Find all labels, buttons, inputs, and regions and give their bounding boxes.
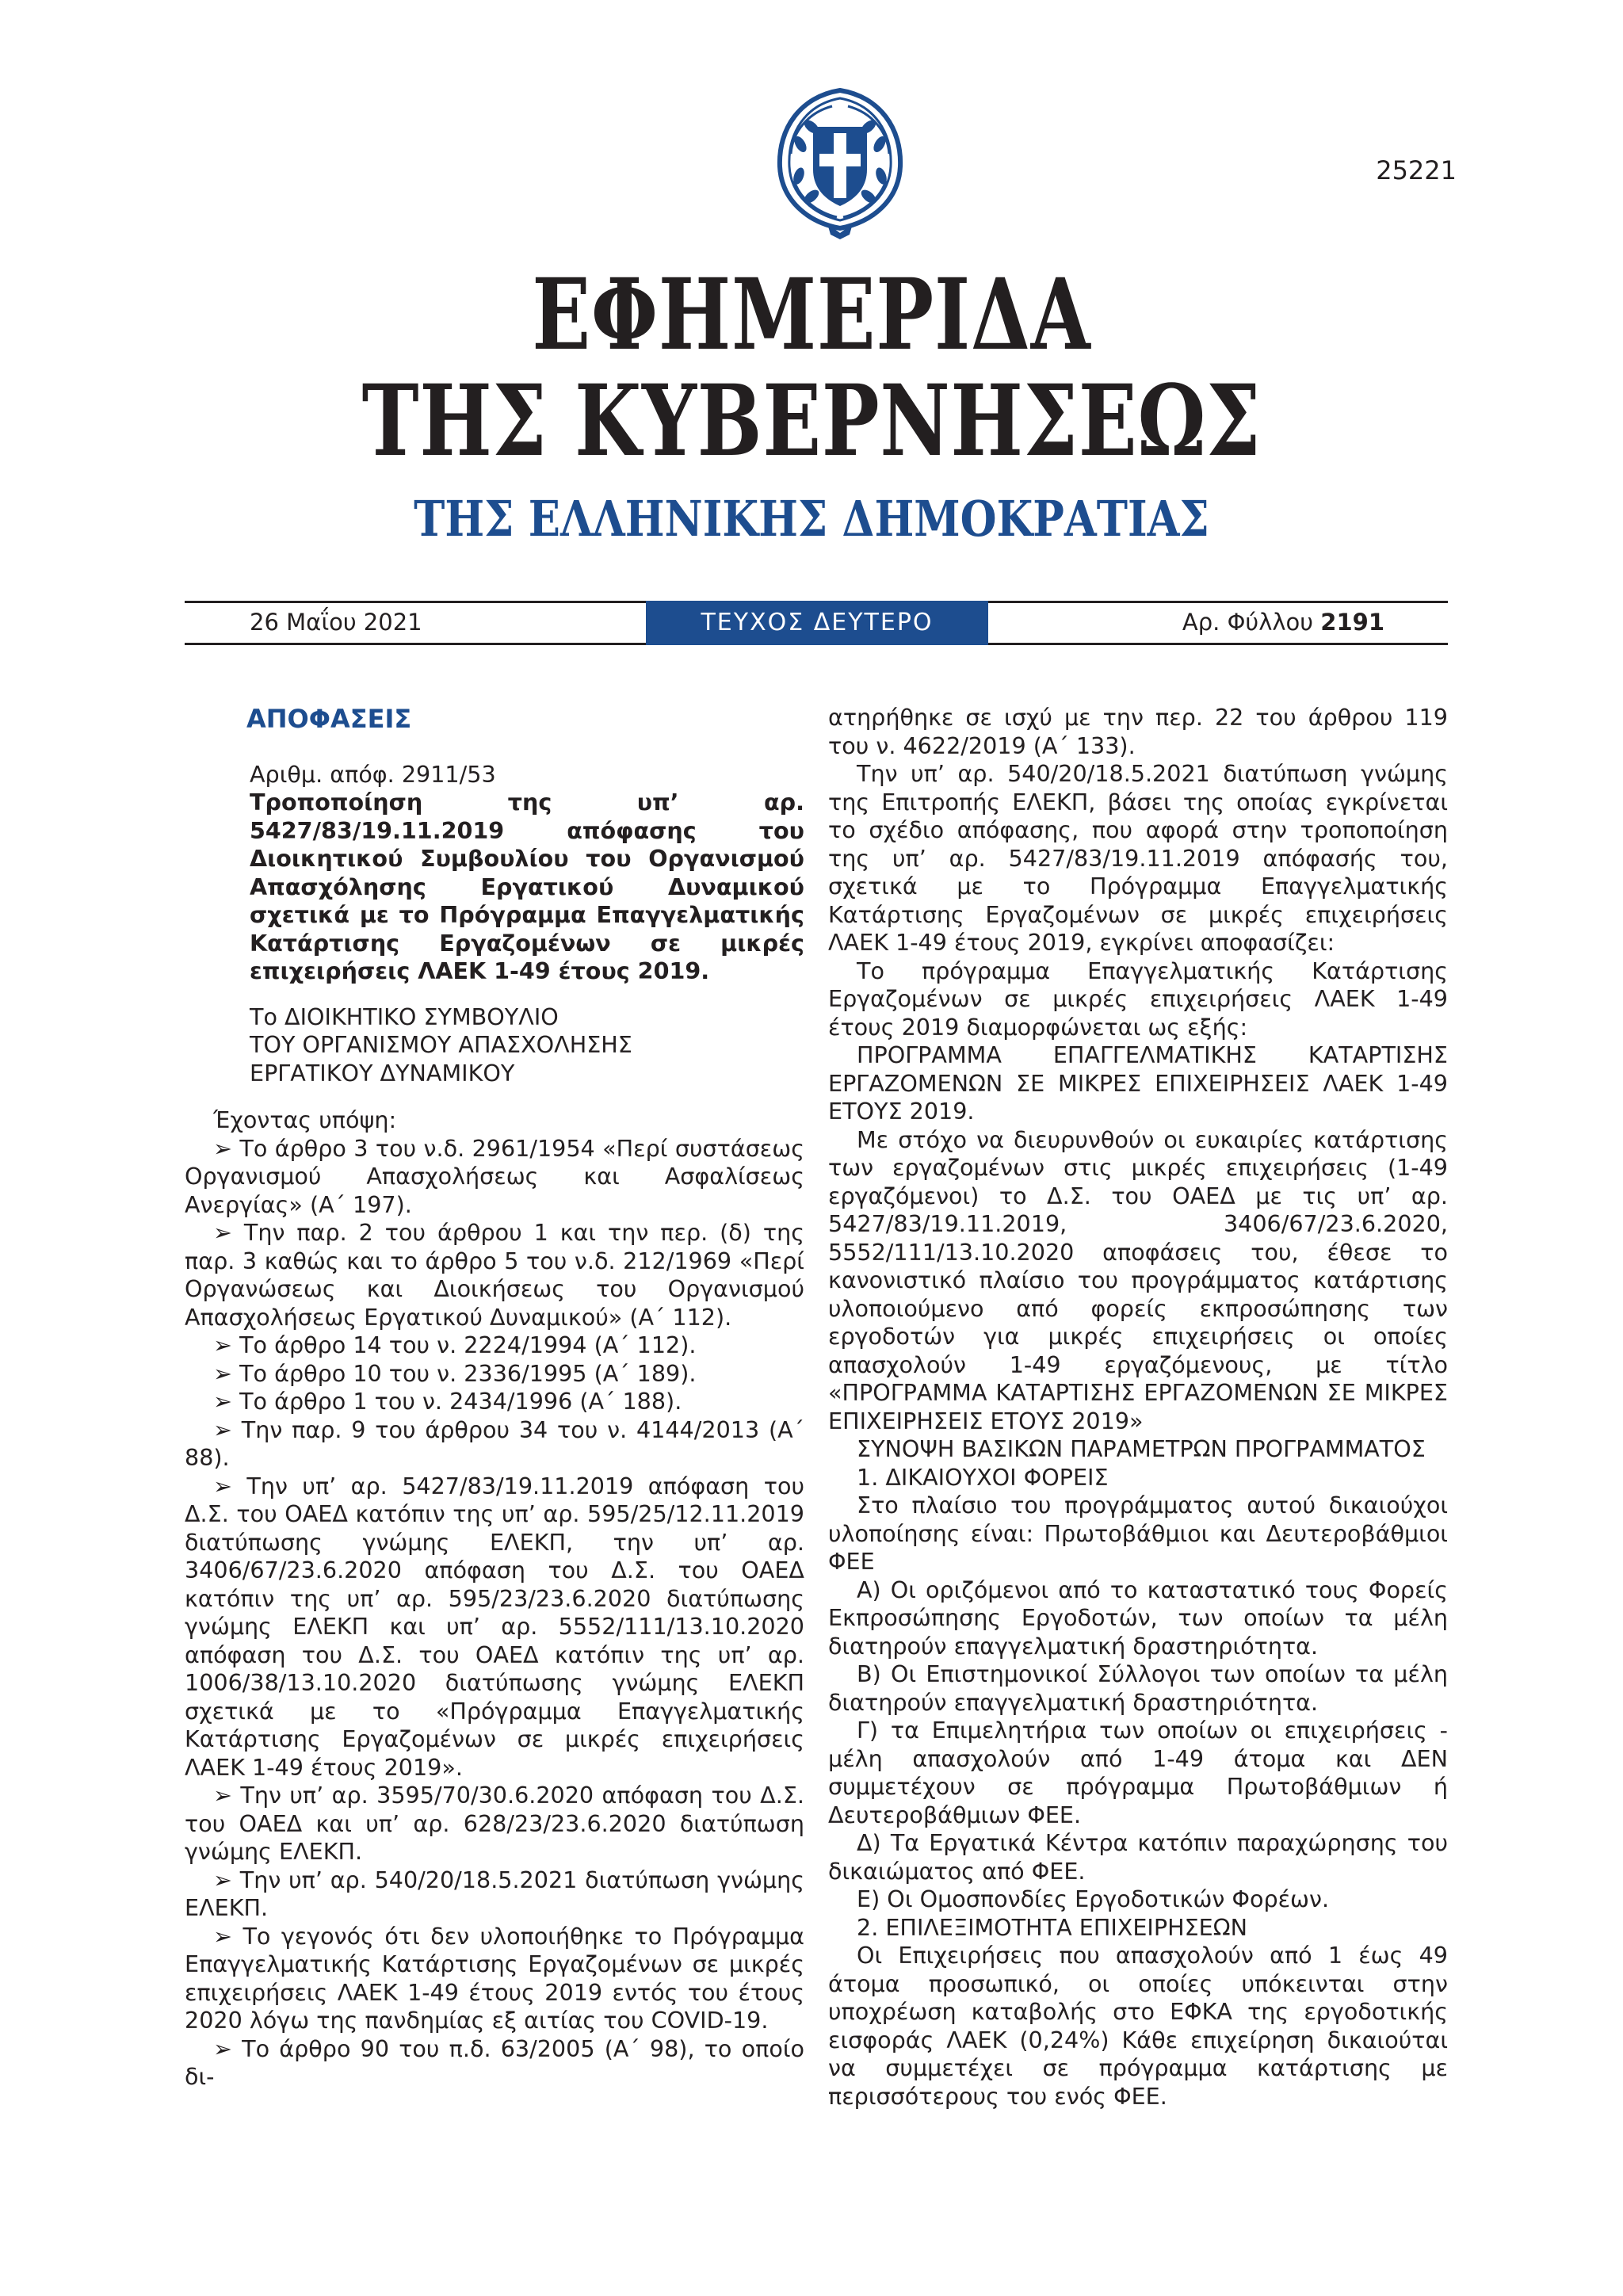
issue-sheet-number bbox=[1182, 609, 1384, 636]
body-paragraph: Β) Οι Επιστημονικοί Σύλλογοι των οποίων τα μέλη διατηρούν επαγγελματική δραστηριότητα. bbox=[828, 1660, 1448, 1716]
council-line2: ΤΟΥ ΟΡΓΑΝΙΣΜΟΥ ΑΠΑΣΧΟΛΗΣΗΣ bbox=[250, 1031, 632, 1058]
section-heading: ΑΠΟΦΑΣΕΙΣ bbox=[246, 704, 412, 734]
legal-basis-item: ➢ Το άρθρο 1 του ν. 2434/1996 (Α΄ 188). bbox=[185, 1388, 804, 1416]
legal-basis-item: ➢ Την υπ’ αρ. 5427/83/19.11.2019 απόφαση του Δ.Σ. του ΟΑΕΔ κατόπιν της υπ’ αρ. 595/25/12.11.2019 διατύπωσης γνώμης ΕΛΕΚΠ, την υπ’ αρ. 3406/67/23.6.2020 απόφαση του Δ.Σ. του ΟΑΕΔ κατόπιν της υπ’ αρ. 595/23/23.6.2020 διατύπωσης γνώμης ΕΛΕΚΠ και υπ’ αρ. 5552/111/13.10.2020 απόφαση του Δ.Σ. του ΟΑΕΔ κατόπιν της υπ’ αρ. 1006/38/13.10.2020 διατύπωσης γνώμης ΕΛΕΚΠ σχετικά με το «Πρόγραμμα Επαγγελματικής Κατάρτισης Εργαζομένων σε μικρές επιχειρήσεις ΛΑΕΚ 1-49 έτους 2019». bbox=[185, 1473, 804, 1782]
legal-basis-item: ➢ Την υπ’ αρ. 3595/70/30.6.2020 απόφαση του Δ.Σ. του ΟΑΕΔ και υπ’ αρ. 628/23/23.6.2020 διατύπωση γνώμης ΕΛΕΚΠ. bbox=[185, 1782, 804, 1866]
coat-of-arms-icon bbox=[745, 65, 935, 255]
body-paragraph: Γ) τα Επιμελητήρια των οποίων οι επιχειρήσεις - μέλη απασχολούν από 1-49 άτομα και ΔΕΝ συμμετέχουν σε πρόγραμμα Πρωτοβάθμιων ή Δευτεροβάθμιων ΦΕΕ. bbox=[828, 1717, 1448, 1828]
council-line1: Το ΔΙΟΙΚΗΤΙΚΟ ΣΥΜΒΟΥΛΙΟ bbox=[250, 1003, 559, 1030]
issue-date: 26 Μαΐου 2021 bbox=[250, 609, 422, 636]
sheet-label: Αρ. Φύλλου bbox=[1182, 609, 1314, 636]
having-regard: Έχοντας υπόψη: bbox=[213, 1106, 397, 1133]
subheading: 1. ΔΙΚΑΙΟΥΧΟΙ ΦΟΡΕΙΣ bbox=[857, 1463, 1109, 1491]
body-paragraph: Το πρόγραμμα Επαγγελματικής Κατάρτισης Εργαζομένων σε μικρές επιχειρήσεις ΛΑΕΚ 1-49 έτους 2019 διαμορφώνεται ως εξής: bbox=[828, 957, 1448, 1041]
legal-basis-item: ➢ Το άρθρο 3 του ν.δ. 2961/1954 «Περί συστάσεως Οργανισμού Απασχολήσεως και Ασφαλίσεως Ανεργίας» (Α΄ 197). bbox=[185, 1135, 804, 1220]
decision-title: Τροποποίηση της υπ’ αρ. 5427/83/19.11.2019 απόφασης του Διοικητικού Συμβουλίου του Οργανισμού Απασχόλησης Εργατικού Δυναμικού σχετικά με το Πρόγραμμα Επαγγελματικής Κατάρτισης Εργαζομένων σε μικρές επιχειρήσεις ΛΑΕΚ 1-49 έτους 2019. bbox=[250, 789, 804, 984]
issue-series-badge: ΤΕΥΧΟΣ ΔΕΥΤΕΡΟ bbox=[646, 601, 988, 645]
body-paragraph: Α) Οι οριζόμενοι από το καταστατικό τους Φορείς Εκπροσώπησης Εργοδοτών, των οποίων τα μέλη διατηρούν επαγγελματική δραστηριότητα. bbox=[828, 1576, 1448, 1660]
legal-basis-item: ➢ Το άρθρο 10 του ν. 2336/1995 (Α΄ 189). bbox=[185, 1360, 804, 1389]
body-paragraph: Την υπ’ αρ. 540/20/18.5.2021 διατύπωση γνώμης της Επιτροπής ΕΛΕΚΠ, βάσει της οποίας εγκρίνεται το σχέδιο απόφασης, που αφορά στην τροποποίηση της υπ’ αρ. 5427/83/19.11.2019 απόφασής του, σχετικά με το Πρόγραμμα Επαγγελματικής Κατάρτισης Εργαζομένων σε μικρές επιχειρήσεις ΛΑΕΚ 1-49 έτους 2019, εγκρίνει αποφασίζει: bbox=[828, 760, 1448, 956]
page-number: 25221 bbox=[1376, 155, 1457, 185]
continuation-paragraph: ατηρήθηκε σε ισχύ με την περ. 22 του άρθρου 119 του ν. 4622/2019 (Α΄ 133). bbox=[828, 704, 1448, 759]
legal-basis-item: ➢ Το άρθρο 90 του π.δ. 63/2005 (Α΄ 98), το οποίο δι- bbox=[185, 2035, 804, 2092]
subheading: 2. ΕΠΙΛΕΞΙΜΟΤΗΤΑ ΕΠΙΧΕΙΡΗΣΕΩΝ bbox=[857, 1913, 1247, 1941]
decision-number: Αριθμ. απόφ. 2911/53 bbox=[250, 760, 496, 788]
issue-bar bbox=[185, 601, 1448, 645]
sheet-number: 2191 bbox=[1320, 609, 1384, 636]
left-column bbox=[185, 704, 804, 2092]
legal-basis-item: ➢ Την παρ. 9 του άρθρου 34 του ν. 4144/2013 (Α΄ 88). bbox=[185, 1416, 804, 1473]
gazette-title-line1: ΕΦΗΜΕΡΙΔΑ bbox=[532, 258, 1091, 372]
body-paragraph: Ε) Οι Ομοσπονδίες Εργοδοτικών Φορέων. bbox=[857, 1885, 1330, 1912]
body-paragraph: Με στόχο να διευρυνθούν οι ευκαιρίες κατάρτισης των εργαζομένων στις μικρές επιχειρήσεις (1-49 εργαζόμενοι) το Δ.Σ. του ΟΑΕΔ με τις υπ’ αρ. 5427/83/19.11.2019, 3406/67/23.6.2020, 5552/111/13.10.2020 αποφάσεις του, έθεσε το κανονιστικό πλαίσιο του προγράμματος κατάρτισης υλοποιούμενο από φορείς εκπροσώπησης των εργοδοτών για μικρές επιχειρήσεις οι οποίες απασχολούν 1-49 εργαζόμενους, με τίτλο «ΠΡΟΓΡΑΜΜΑ ΚΑΤΑΡΤΙΣΗΣ ΕΡΓΑΖΟΜΕΝΩΝ ΣΕ ΜΙΚΡΕΣ ΕΠΙΧΕΙΡΗΣΕΙΣ ΕΤΟΥΣ 2019» bbox=[828, 1125, 1448, 1435]
legal-basis-item: ➢ Το άρθρο 14 του ν. 2224/1994 (Α΄ 112). bbox=[185, 1331, 804, 1360]
body-paragraph: Στο πλαίσιο του προγράμματος αυτού δικαιούχοι υλοποίησης είναι: Πρωτοβάθμιοι και Δευτεροβάθμιοι ΦΕΕ bbox=[828, 1492, 1448, 1575]
legal-basis-item: ➢ Το γεγονός ότι δεν υλοποιήθηκε το Πρόγραμμα Επαγγελματικής Κατάρτισης Εργαζομένων σε μικρές επιχειρήσεις ΛΑΕΚ 1-49 έτους 2019 εντός του έτους 2020 λόγω της πανδημίας εξ αιτίας του COVID-19. bbox=[185, 1923, 804, 2035]
right-column bbox=[828, 704, 1448, 2111]
subheading: ΣΥΝΟΨΗ ΒΑΣΙΚΩΝ ΠΑΡΑΜΕΤΡΩΝ ΠΡΟΓΡΑΜΜΑΤΟΣ bbox=[857, 1435, 1426, 1462]
gazette-title-line2: ΤΗΣ ΚΥΒΕΡΝΗΣΕΩΣ bbox=[361, 364, 1262, 479]
gazette-subtitle: ΤΗΣ ΕΛΛΗΝΙΚΗΣ ΔΗΜΟΚΡΑΤΙΑΣ bbox=[414, 490, 1209, 548]
legal-basis-item: ➢ Την παρ. 2 του άρθρου 1 και την περ. (δ) της παρ. 3 καθώς και το άρθρο 5 του ν.δ. 212/1969 «Περί Οργανώσεως και Διοικήσεως του Οργανισμού Απασχολήσεως Εργατικού Δυναμικού» (Α΄ 112). bbox=[185, 1219, 804, 1331]
legal-basis-item: ➢ Την υπ’ αρ. 540/20/18.5.2021 διατύπωση γνώμης ΕΛΕΚΠ. bbox=[185, 1866, 804, 1923]
program-title: ΠΡΟΓΡΑΜΜΑ ΕΠΑΓΓΕΛΜΑΤΙΚΗΣ ΚΑΤΑΡΤΙΣΗΣ ΕΡΓΑΖΟΜΕΝΩΝ ΣΕ ΜΙΚΡΕΣ ΕΠΙΧΕΙΡΗΣΕΙΣ ΛΑΕΚ 1-49 ΕΤΟΥΣ 2019. bbox=[828, 1041, 1448, 1125]
body-paragraph: Οι Επιχειρήσεις που απασχολούν από 1 έως 49 άτομα προσωπικό, οι οποίες υπόκεινται στην υποχρέωση καταβολής στο ΕΦΚΑ της εργοδοτικής εισφοράς ΛΑΕΚ (0,24%) Κάθε επιχείρηση δικαιούται να συμμετέχει σε πρόγραμμα κατάρτισης με περισσότερους του ενός ΦΕΕ. bbox=[828, 1942, 1448, 2110]
council-line3: ΕΡΓΑΤΙΚΟΥ ΔΥΝΑΜΙΚΟΥ bbox=[250, 1059, 515, 1087]
body-paragraph: Δ) Τα Εργατικά Κέντρα κατόπιν παραχώρησης του δικαιώματος από ΦΕΕ. bbox=[828, 1829, 1448, 1885]
